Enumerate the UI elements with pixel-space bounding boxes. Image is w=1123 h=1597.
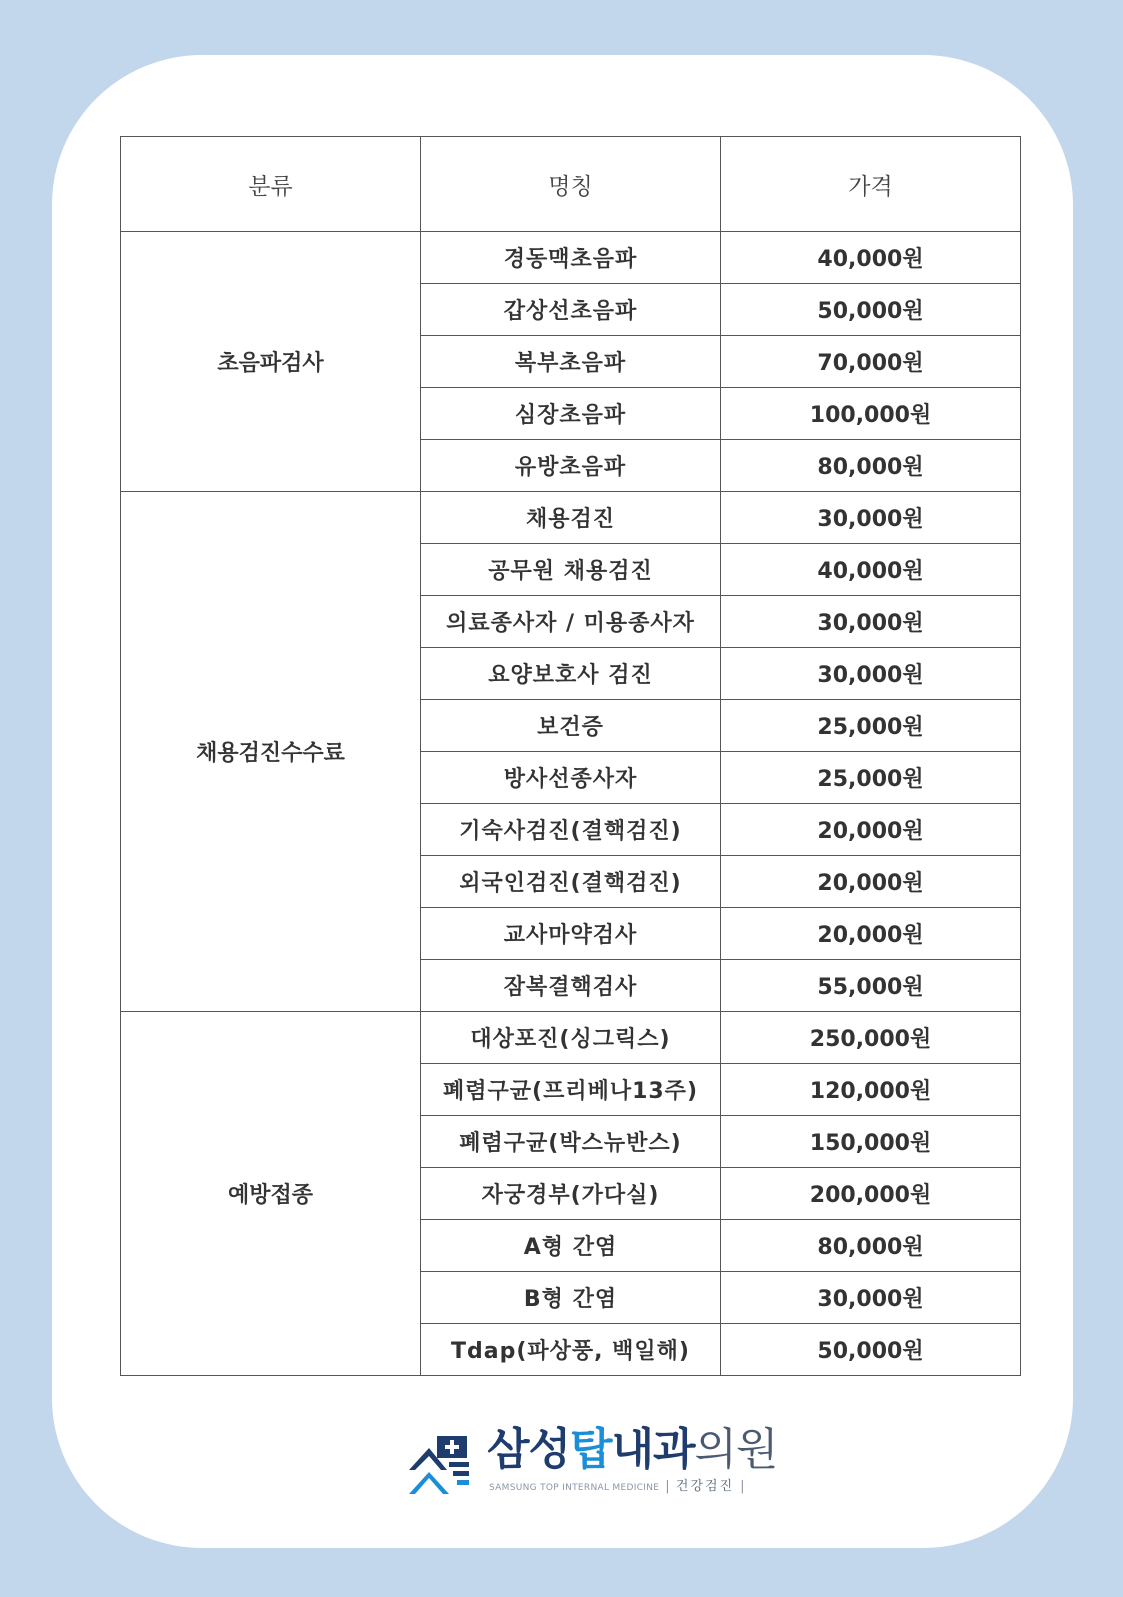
separator-left: | xyxy=(665,1479,670,1494)
item-name-cell: 공무원 채용검진 xyxy=(421,544,721,596)
item-price-cell: 20,000원 xyxy=(721,908,1021,960)
item-name-cell: 갑상선초음파 xyxy=(421,284,721,336)
clinic-name xyxy=(487,1424,778,1476)
category-cell: 채용검진수수료 xyxy=(121,492,421,1012)
table-row xyxy=(121,492,1021,544)
item-price-cell: 25,000원 xyxy=(721,752,1021,804)
table-header-row xyxy=(121,137,1021,232)
item-name-cell: 유방초음파 xyxy=(421,440,721,492)
item-price-cell: 20,000원 xyxy=(721,804,1021,856)
item-price-cell: 55,000원 xyxy=(721,960,1021,1012)
item-price-cell: 250,000원 xyxy=(721,1012,1021,1064)
category-cell: 초음파검사 xyxy=(121,232,421,492)
item-price-cell: 40,000원 xyxy=(721,232,1021,284)
clinic-tagline: 건강검진 xyxy=(675,1479,735,1494)
item-name-cell: 방사선종사자 xyxy=(421,752,721,804)
item-name-cell: 폐렴구균(프리베나13주) xyxy=(421,1064,721,1116)
clinic-logo xyxy=(407,1424,778,1496)
item-price-cell: 80,000원 xyxy=(721,440,1021,492)
item-price-cell: 200,000원 xyxy=(721,1168,1021,1220)
item-name-cell: 기숙사검진(결핵검진) xyxy=(421,804,721,856)
item-price-cell: 50,000원 xyxy=(721,1324,1021,1376)
item-name-cell: 심장초음파 xyxy=(421,388,721,440)
item-price-cell: 25,000원 xyxy=(721,700,1021,752)
clinic-name-part4: 의원 xyxy=(694,1424,778,1475)
item-name-cell: 요양보호사 검진 xyxy=(421,648,721,700)
clinic-name-part2: 탑 xyxy=(570,1424,612,1475)
item-price-cell: 30,000원 xyxy=(721,648,1021,700)
item-price-cell: 70,000원 xyxy=(721,336,1021,388)
clinic-subtitle: SAMSUNG TOP INTERNAL MEDICINE xyxy=(489,1483,660,1493)
item-name-cell: 의료종사자 / 미용종사자 xyxy=(421,596,721,648)
item-name-cell: Tdap(파상풍, 백일해) xyxy=(421,1324,721,1376)
item-price-cell: 50,000원 xyxy=(721,284,1021,336)
header-price: 가격 xyxy=(721,137,1021,232)
table-row xyxy=(121,1012,1021,1064)
price-table-body xyxy=(121,232,1021,1376)
item-price-cell: 30,000원 xyxy=(721,596,1021,648)
item-name-cell: B형 간염 xyxy=(421,1272,721,1324)
item-price-cell: 120,000원 xyxy=(721,1064,1021,1116)
item-price-cell: 80,000원 xyxy=(721,1220,1021,1272)
item-price-cell: 20,000원 xyxy=(721,856,1021,908)
item-name-cell: 보건증 xyxy=(421,700,721,752)
category-cell: 예방접종 xyxy=(121,1012,421,1376)
clinic-logo-icon xyxy=(407,1432,471,1496)
table-row xyxy=(121,232,1021,284)
item-name-cell: 경동맥초음파 xyxy=(421,232,721,284)
item-name-cell: 대상포진(싱그릭스) xyxy=(421,1012,721,1064)
item-price-cell: 30,000원 xyxy=(721,1272,1021,1324)
item-price-cell: 30,000원 xyxy=(721,492,1021,544)
item-price-cell: 150,000원 xyxy=(721,1116,1021,1168)
header-category: 분류 xyxy=(121,137,421,232)
item-name-cell: 교사마약검사 xyxy=(421,908,721,960)
clinic-name-part1: 삼성 xyxy=(487,1424,571,1475)
item-name-cell: 채용검진 xyxy=(421,492,721,544)
item-name-cell: 잠복결핵검사 xyxy=(421,960,721,1012)
item-price-cell: 100,000원 xyxy=(721,388,1021,440)
item-name-cell: A형 간염 xyxy=(421,1220,721,1272)
item-name-cell: 폐렴구균(박스뉴반스) xyxy=(421,1116,721,1168)
item-name-cell: 복부초음파 xyxy=(421,336,721,388)
item-name-cell: 외국인검진(결핵검진) xyxy=(421,856,721,908)
header-name: 명칭 xyxy=(421,137,721,232)
clinic-name-part3: 내과 xyxy=(611,1424,695,1475)
item-name-cell: 자궁경부(가다실) xyxy=(421,1168,721,1220)
price-table xyxy=(120,136,1021,1376)
clinic-subtitle-line xyxy=(489,1480,751,1495)
separator-right: | xyxy=(740,1479,745,1494)
item-price-cell: 40,000원 xyxy=(721,544,1021,596)
